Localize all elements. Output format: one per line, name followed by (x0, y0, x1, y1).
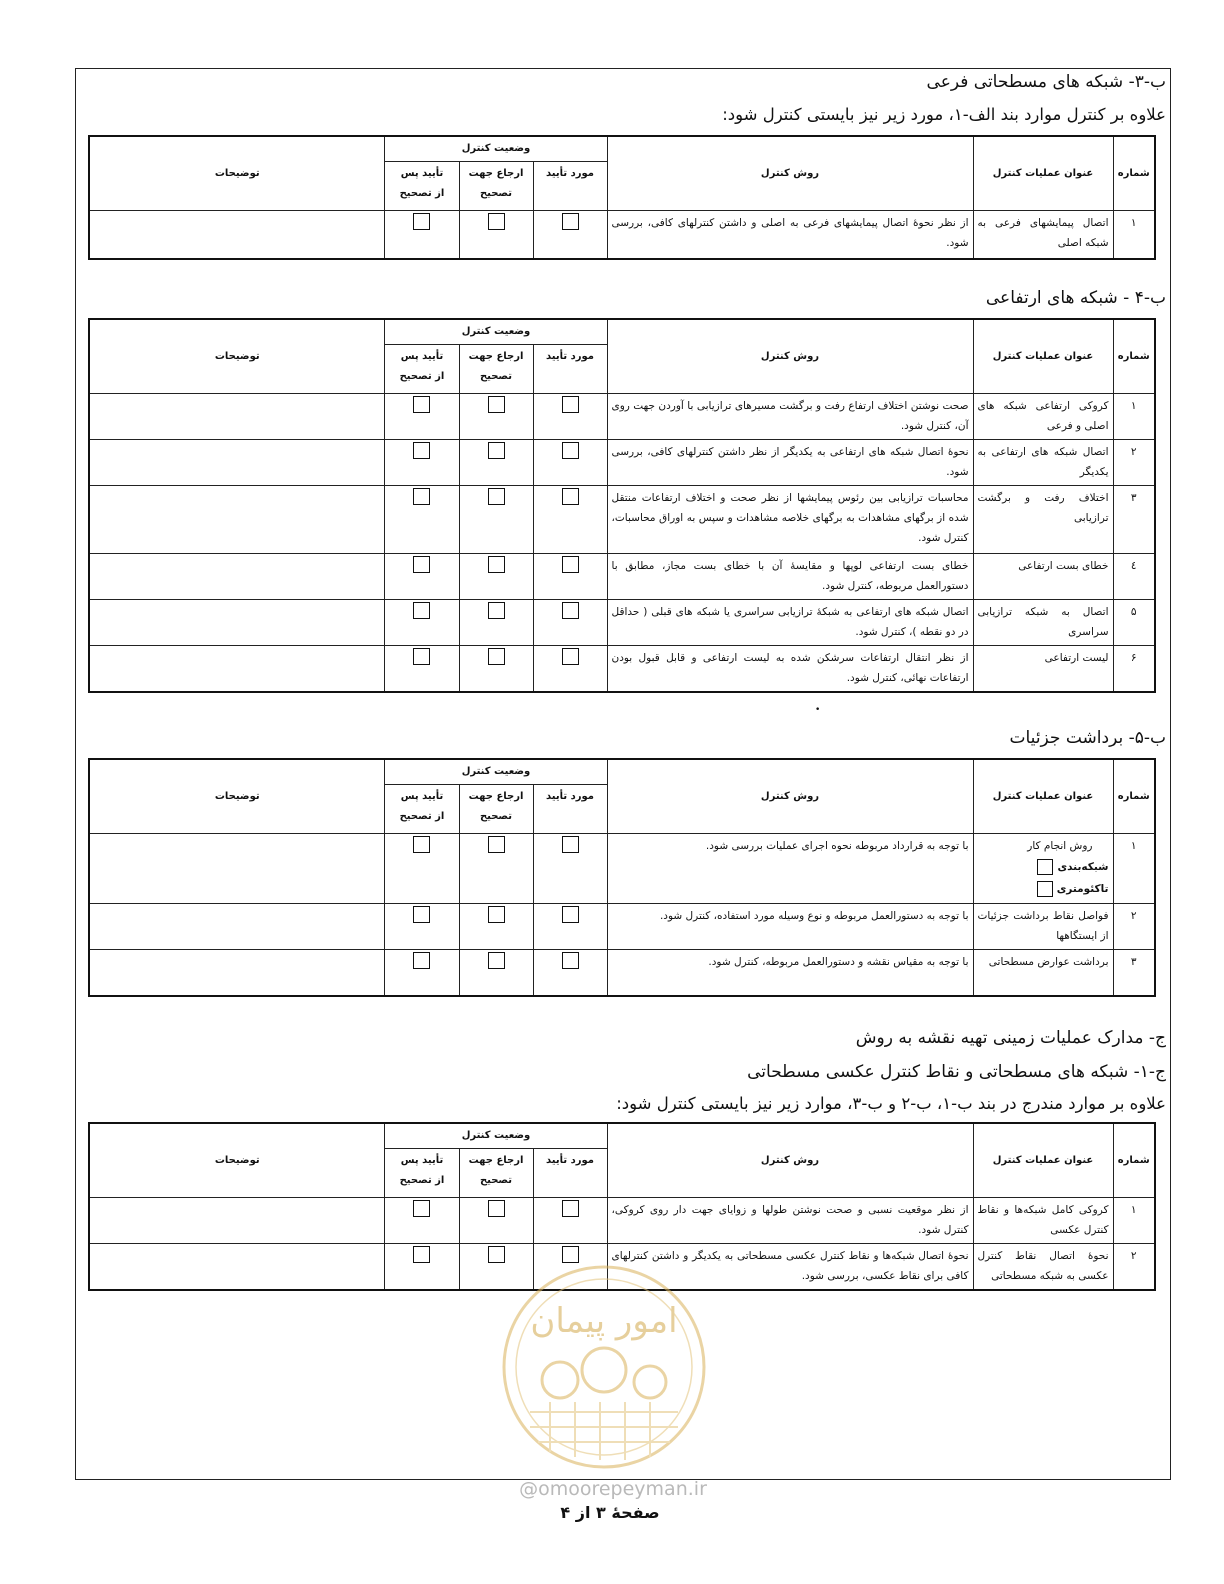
header-method: روش کنترل (607, 136, 973, 211)
method-option[interactable]: شبکه‌بندی (978, 856, 1109, 878)
status-approved-cell (533, 440, 607, 486)
row-number: ۲ (1113, 904, 1155, 950)
table-row (89, 554, 1155, 600)
approved-checkbox[interactable] (562, 488, 579, 505)
header-approved-after: تأیید پس از تصحیح (385, 345, 459, 394)
row-number: ٤ (1113, 554, 1155, 600)
status-approved-cell (533, 394, 607, 440)
table-row (89, 904, 1155, 950)
header-return: ارجاع جهت تصحیح (459, 345, 533, 394)
stray-dot: • (815, 705, 821, 715)
header-return: ارجاع جهت تصحیح (459, 785, 533, 834)
return-checkbox[interactable] (488, 1246, 505, 1263)
status-return-cell (459, 211, 533, 259)
approved-after-checkbox[interactable] (413, 952, 430, 969)
header-method: روش کنترل (607, 319, 973, 394)
status-approved-after-cell (385, 394, 459, 440)
status-return-cell (459, 904, 533, 950)
status-approved-after-cell (385, 834, 459, 904)
return-checkbox[interactable] (488, 556, 505, 573)
status-approved-after-cell (385, 904, 459, 950)
row-method: نحوهٔ اتصال شبکه های ارتفاعی به یکدیگر از نظر داشتن کنترلهای کافی، بررسی شود. (607, 440, 973, 486)
status-return-cell (459, 554, 533, 600)
row-number: ۲ (1113, 1244, 1155, 1290)
row-number: ۳ (1113, 950, 1155, 996)
row-title: اختلاف رفت و برگشت ترازیابی (973, 486, 1113, 554)
header-number: شماره (1113, 759, 1155, 834)
section-b3-heading: ب-۳- شبکه های مسطحاتی فرعی (926, 72, 1166, 92)
approved-after-checkbox[interactable] (413, 906, 430, 923)
status-approved-after-cell (385, 600, 459, 646)
row-title: کروکی کامل شبکه‌ها و نقاط کنترل عکسی (973, 1198, 1113, 1244)
return-checkbox[interactable] (488, 906, 505, 923)
row-description[interactable] (89, 554, 385, 600)
approved-checkbox[interactable] (562, 836, 579, 853)
header-method: روش کنترل (607, 1123, 973, 1198)
row-title: کروکی ارتفاعی شبکه های اصلی و فرعی (973, 394, 1113, 440)
row-method: با توجه به دستورالعمل مربوطه و نوع وسیله مورد استفاده، کنترل شود. (607, 904, 973, 950)
header-description: توضیحات (89, 136, 385, 211)
status-return-cell (459, 440, 533, 486)
section-c1-heading: ج-۱- شبکه های مسطحاتی و نقاط کنترل عکسی مسطحاتی (747, 1062, 1166, 1082)
row-title: نحوهٔ اتصال نقاط کنترل عکسی به شبکه مسطحاتی (973, 1244, 1113, 1290)
header-return: ارجاع جهت تصحیح (459, 162, 533, 211)
status-return-cell (459, 394, 533, 440)
header-method: روش کنترل (607, 759, 973, 834)
approved-after-checkbox[interactable] (413, 488, 430, 505)
approved-checkbox[interactable] (562, 556, 579, 573)
table-row (89, 600, 1155, 646)
row-method: با توجه به مقیاس نقشه و دستورالعمل مربوطه، کنترل شود. (607, 950, 973, 996)
status-return-cell (459, 486, 533, 554)
return-checkbox[interactable] (488, 1200, 505, 1217)
row-number: ۱ (1113, 834, 1155, 904)
approved-after-checkbox[interactable] (413, 836, 430, 853)
approved-checkbox[interactable] (562, 952, 579, 969)
header-description: توضیحات (89, 759, 385, 834)
approved-after-checkbox[interactable] (413, 213, 430, 230)
website-watermark: @omoorepeyman.ir (519, 1478, 707, 1500)
header-title: عنوان عملیات کنترل (973, 319, 1113, 394)
return-checkbox[interactable] (488, 602, 505, 619)
row-number: ۶ (1113, 646, 1155, 692)
return-checkbox[interactable] (488, 836, 505, 853)
row-title: خطای بست ارتفاعی (973, 554, 1113, 600)
status-approved-after-cell (385, 950, 459, 996)
row-title: اتصال شبکه های ارتفاعی به یکدیگر (973, 440, 1113, 486)
table-row (89, 834, 1155, 904)
status-approved-cell (533, 950, 607, 996)
approved-checkbox[interactable] (562, 1246, 579, 1263)
status-approved-cell (533, 211, 607, 259)
row-method: از نظر انتقال ارتفاعات سرشکن شده به لیست ارتفاعی و قابل قبول بودن ارتفاعات نهائی، کنترل شود. (607, 646, 973, 692)
status-approved-cell (533, 554, 607, 600)
header-row (89, 759, 1155, 785)
row-number: ۳ (1113, 486, 1155, 554)
row-method: با توجه به قرارداد مربوطه نحوه اجرای عملیات بررسی شود. (607, 834, 973, 904)
status-approved-after-cell (385, 486, 459, 554)
approved-checkbox[interactable] (562, 213, 579, 230)
header-approved: مورد تأیید (533, 162, 607, 211)
row-method: از نظر نحوهٔ اتصال پیمایشهای فرعی به اصلی و داشتن کنترلهای کافی، بررسی شود. (607, 211, 973, 259)
row-description[interactable] (89, 1198, 385, 1244)
header-number: شماره (1113, 1123, 1155, 1198)
header-row (89, 319, 1155, 345)
row-title: اتصال پیمایشهای فرعی به شبکه اصلی (973, 211, 1113, 259)
status-approved-cell (533, 646, 607, 692)
row-method: از نظر موقعیت نسبی و صحت نوشتن طولها و زوایای جهت دار روی کروکی، کنترل شود. (607, 1198, 973, 1244)
return-checkbox[interactable] (488, 488, 505, 505)
header-description: توضیحات (89, 1123, 385, 1198)
header-status: وضعیت کنترل (385, 1123, 607, 1149)
approved-after-checkbox[interactable] (413, 1246, 430, 1263)
stamp-text: امور پیمان (530, 1301, 678, 1341)
approved-checkbox[interactable] (562, 648, 579, 665)
status-return-cell (459, 950, 533, 996)
status-return-cell (459, 646, 533, 692)
section-b3-intro: علاوه بر کنترل موارد بند الف-۱، مورد زیر نیز بایستی کنترل شود: (722, 105, 1166, 124)
status-approved-after-cell (385, 440, 459, 486)
status-approved-cell (533, 486, 607, 554)
section-c1-intro: علاوه بر موارد مندرج در بند ب-۱، ب-۲ و ب-۳، موارد زیر نیز بایستی کنترل شود: (616, 1094, 1166, 1113)
header-row (89, 1123, 1155, 1149)
status-return-cell (459, 834, 533, 904)
status-approved-after-cell (385, 554, 459, 600)
return-checkbox[interactable] (488, 396, 505, 413)
table-row (89, 646, 1155, 692)
status-approved-after-cell (385, 1198, 459, 1244)
header-description: توضیحات (89, 319, 385, 394)
status-approved-after-cell (385, 211, 459, 259)
row-number: ۱ (1113, 211, 1155, 259)
row-title: برداشت عوارض مسطحاتی (973, 950, 1113, 996)
approved-after-checkbox[interactable] (413, 602, 430, 619)
approved-checkbox[interactable] (562, 442, 579, 459)
row-number: ۵ (1113, 600, 1155, 646)
row-method: محاسبات ترازیابی بین رئوس پیمایشها از نظر صحت و اختلاف ارتفاعات منتقل شده از برگهای مشاهدات به برگهای خلاصه مشاهدات و سپس به اوراق محاسبات، کنترل شود. (607, 486, 973, 554)
row-description[interactable] (89, 486, 385, 554)
header-approved-after: تأیید پس از تصحیح (385, 785, 459, 834)
row-description[interactable] (89, 600, 385, 646)
row-number: ۲ (1113, 440, 1155, 486)
return-checkbox[interactable] (488, 648, 505, 665)
header-number: شماره (1113, 136, 1155, 211)
table-row (89, 394, 1155, 440)
row-title: اتصال به شبکه ترازیابی سراسری (973, 600, 1113, 646)
approved-after-checkbox[interactable] (413, 1200, 430, 1217)
approved-after-checkbox[interactable] (413, 396, 430, 413)
row-method: نحوهٔ اتصال شبکه‌ها و نقاط کنترل عکسی مسطحاتی به یکدیگر و داشتن کنترلهای کافی برای نقاط عکسی، بررسی شود. (607, 1244, 973, 1290)
table-row (89, 486, 1155, 554)
header-title: عنوان عملیات کنترل (973, 136, 1113, 211)
approved-after-checkbox[interactable] (413, 556, 430, 573)
status-approved-cell (533, 600, 607, 646)
return-checkbox[interactable] (488, 442, 505, 459)
header-status: وضعیت کنترل (385, 136, 607, 162)
row-description[interactable] (89, 904, 385, 950)
approved-checkbox[interactable] (562, 1200, 579, 1217)
row-description[interactable] (89, 1244, 385, 1290)
header-number: شماره (1113, 319, 1155, 394)
section-c-heading: ج- مدارک عملیات زمینی تهیه نقشه به روش (855, 1028, 1166, 1048)
row-description[interactable] (89, 211, 385, 259)
page-number: صفحهٔ ۳ از ۴ (560, 1503, 660, 1522)
row-description[interactable] (89, 440, 385, 486)
approved-after-checkbox[interactable] (413, 648, 430, 665)
row-title: فواصل نقاط برداشت جزئیات از ایستگاهها (973, 904, 1113, 950)
row-description[interactable] (89, 394, 385, 440)
section-b4-heading: ب-۴ - شبکه های ارتفاعی (985, 288, 1166, 308)
table-b4 (88, 318, 1156, 693)
header-row (89, 136, 1155, 162)
status-return-cell (459, 1198, 533, 1244)
method-option[interactable]: تاکئومتری (978, 878, 1109, 900)
return-checkbox[interactable] (488, 213, 505, 230)
header-status: وضعیت کنترل (385, 319, 607, 345)
table-row (89, 950, 1155, 996)
row-title: لیست ارتفاعی (973, 646, 1113, 692)
status-approved-after-cell (385, 646, 459, 692)
row-method: اتصال شبکه های ارتفاعی به شبکهٔ ترازیابی سراسری یا شبکه های قبلی ( حداقل در دو نقطه )، کنترل شود. (607, 600, 973, 646)
row-method: خطای بست ارتفاعی لوپها و مقایسهٔ آن با خطای بست مجاز، مطابق با دستورالعمل مربوطه، کنترل شود. (607, 554, 973, 600)
section-b5-heading: ب-۵- برداشت جزئیات (1009, 728, 1166, 748)
table-b3 (88, 135, 1156, 260)
table-row (89, 211, 1155, 259)
approved-checkbox[interactable] (562, 906, 579, 923)
header-title: عنوان عملیات کنترل (973, 1123, 1113, 1198)
return-checkbox[interactable] (488, 952, 505, 969)
status-approved-cell (533, 1198, 607, 1244)
status-approved-cell (533, 834, 607, 904)
status-return-cell (459, 600, 533, 646)
option-checkbox[interactable] (1037, 859, 1053, 875)
approved-checkbox[interactable] (562, 602, 579, 619)
status-approved-after-cell (385, 1244, 459, 1290)
header-title: عنوان عملیات کنترل (973, 759, 1113, 834)
row-method: صحت نوشتن اختلاف ارتفاع رفت و برگشت مسیرهای ترازیابی با آوردن جهت روی آن، کنترل شود. (607, 394, 973, 440)
row-title: روش انجام کار شبکه‌بندی تاکئومتری (973, 834, 1113, 904)
row-description[interactable] (89, 646, 385, 692)
row-number: ۱ (1113, 1198, 1155, 1244)
header-return: ارجاع جهت تصحیح (459, 1149, 533, 1198)
header-approved: مورد تأیید (533, 785, 607, 834)
header-status: وضعیت کنترل (385, 759, 607, 785)
approved-after-checkbox[interactable] (413, 442, 430, 459)
table-row (89, 1198, 1155, 1244)
status-approved-cell (533, 904, 607, 950)
approved-checkbox[interactable] (562, 396, 579, 413)
header-approved-after: تأیید پس از تصحیح (385, 1149, 459, 1198)
row-description[interactable] (89, 834, 385, 904)
row-number: ۱ (1113, 394, 1155, 440)
table-row (89, 440, 1155, 486)
header-approved: مورد تأیید (533, 345, 607, 394)
seal-stamp (500, 1262, 708, 1472)
table-b5 (88, 758, 1156, 997)
header-approved: مورد تأیید (533, 1149, 607, 1198)
option-checkbox[interactable] (1037, 881, 1053, 897)
row-description[interactable] (89, 950, 385, 996)
header-approved-after: تأیید پس از تصحیح (385, 162, 459, 211)
